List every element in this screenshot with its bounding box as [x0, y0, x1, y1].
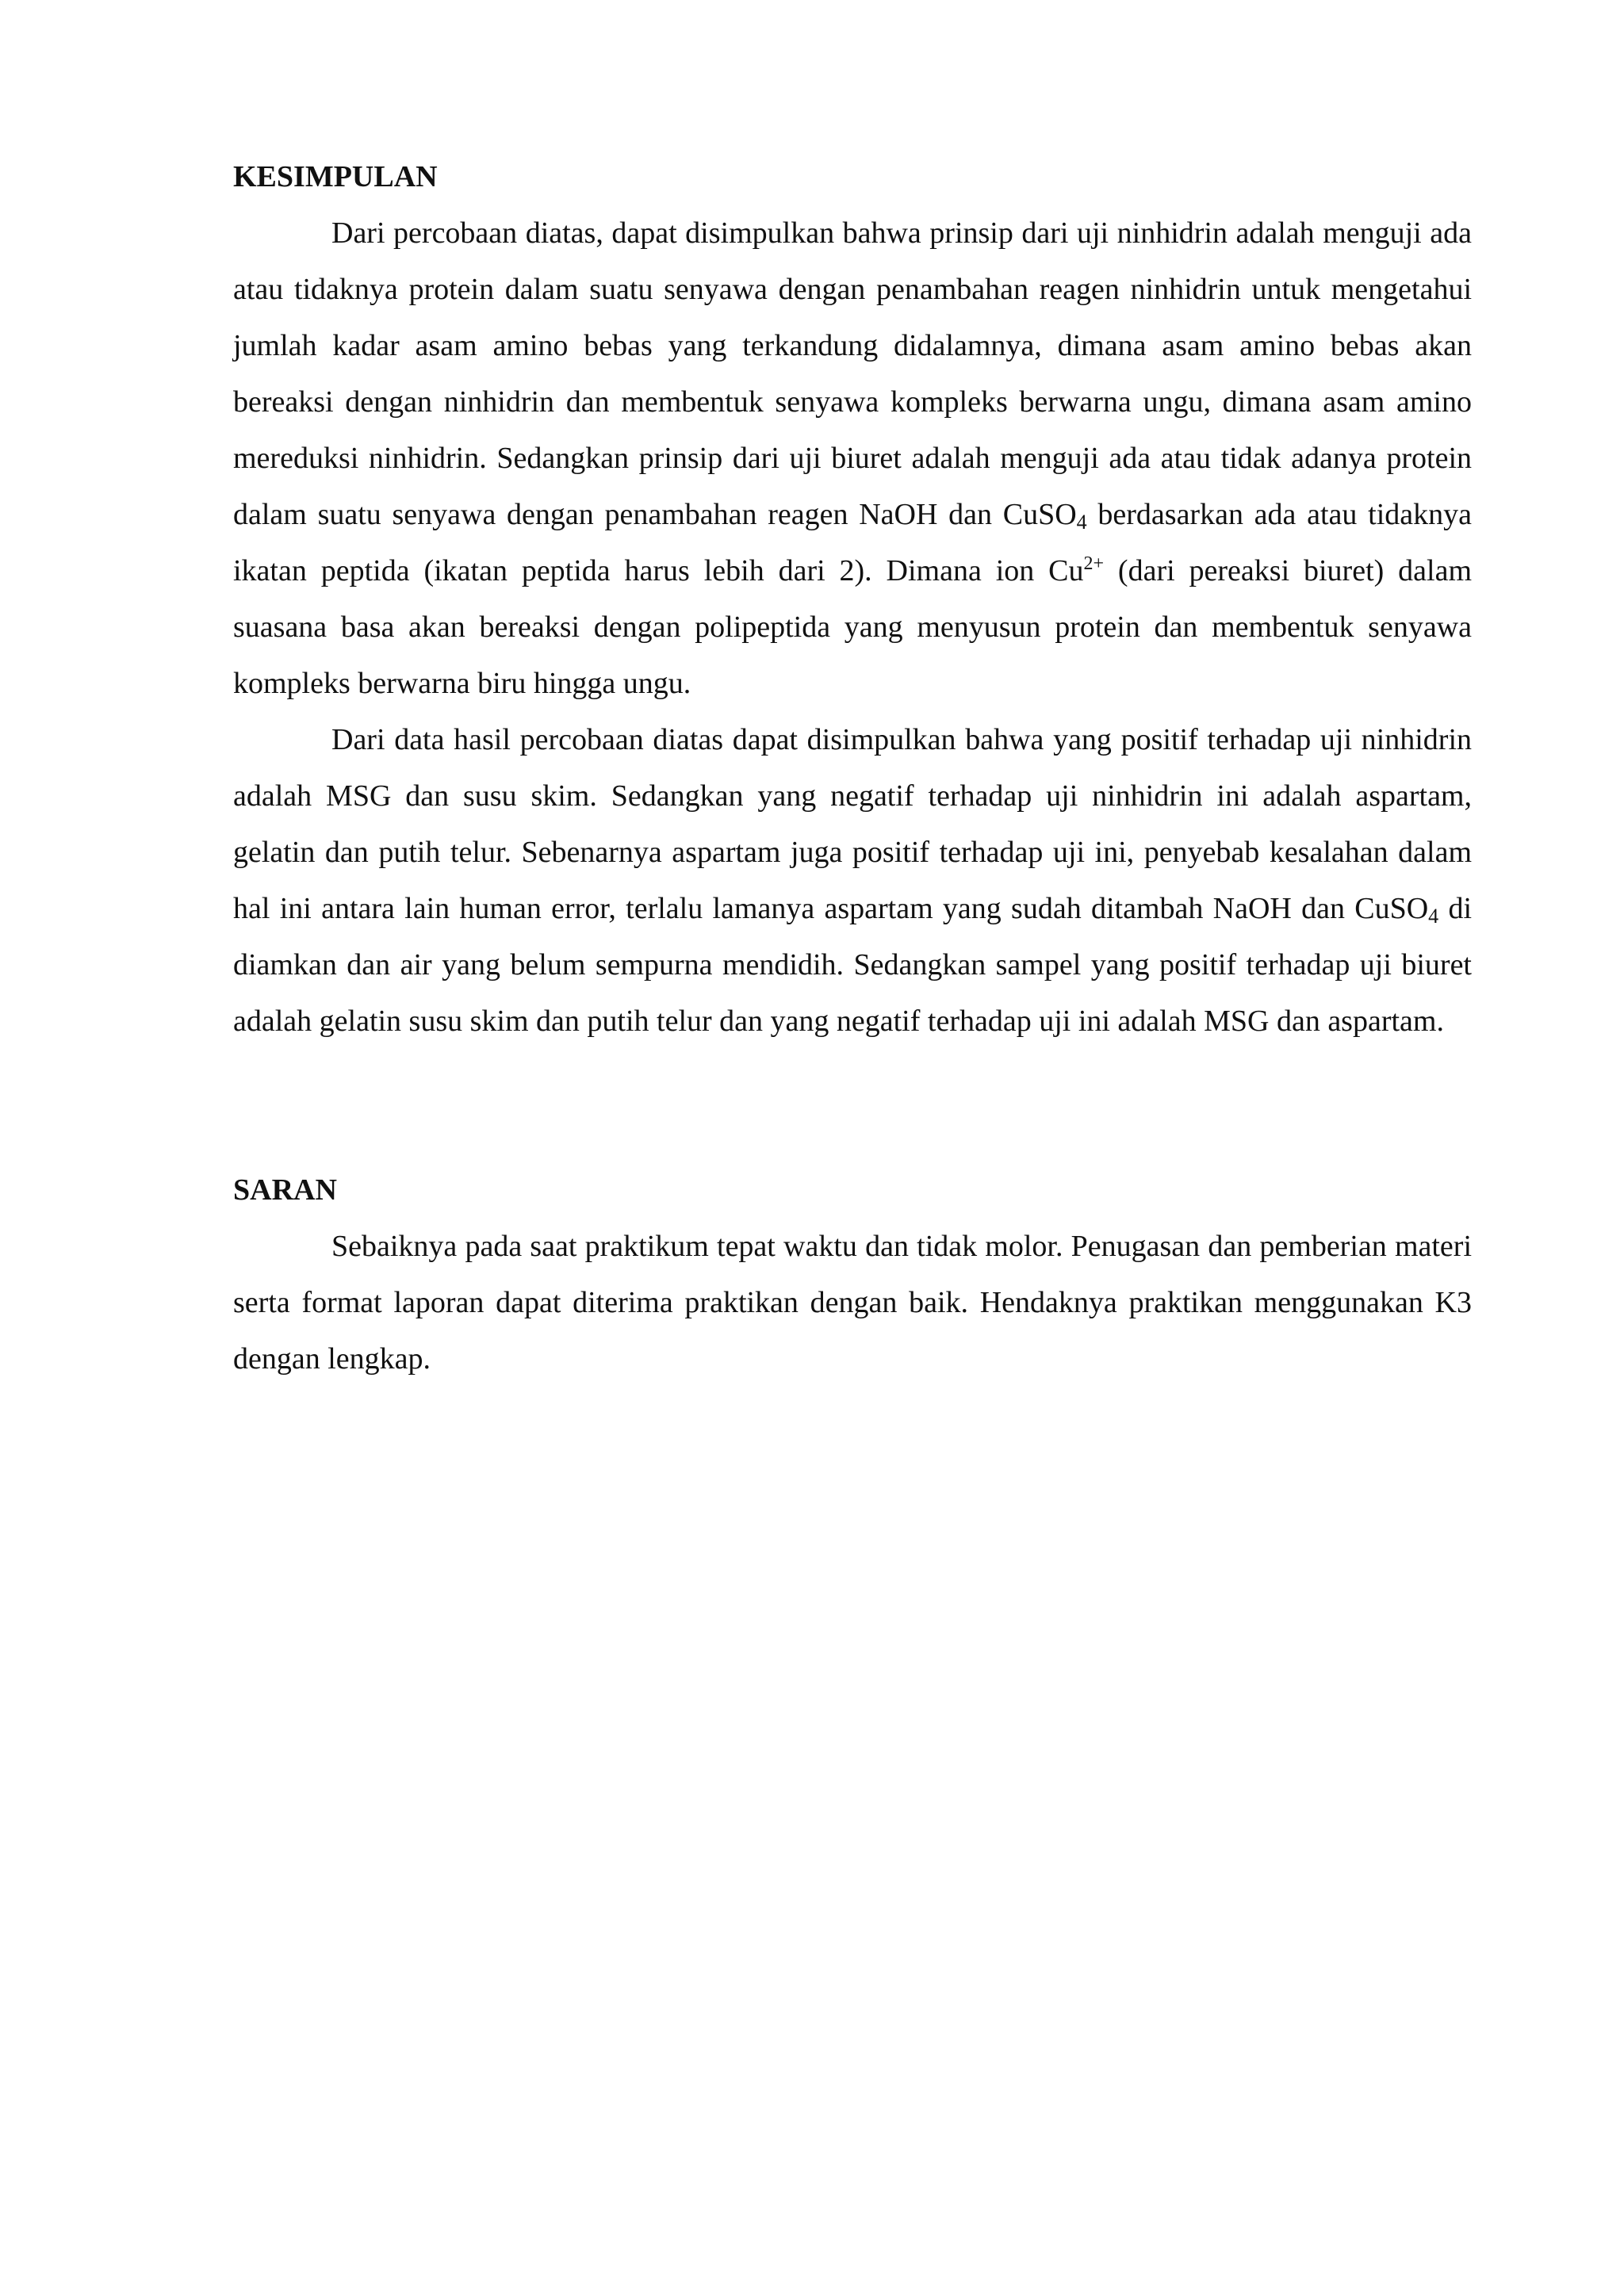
saran-heading: SARAN [233, 1173, 337, 1207]
subscript: 4 [1428, 905, 1439, 928]
text-run: di diamkan dan air yang belum sempurna mendidih. Sedangkan sampel yang positif terhadap uji biuret adalah gelatin susu skim dan putih telur dan yang negatif terhadap uji ini adalah MSG dan aspartam. [233, 892, 1472, 1038]
saran-paragraph-1: Sebaiknya pada saat praktikum tepat waktu dan tidak molor. Penugasan dan pemberian materi serta format laporan dapat diterima praktikan dengan baik. Hendaknya praktikan menggunakan K3 dengan lengkap. [233, 1230, 1472, 1376]
subscript: 4 [1076, 511, 1087, 534]
text-run: Dari data hasil percobaan diatas dapat disimpulkan bahwa yang positif terhadap uji ninhidrin adalah MSG dan susu skim. Sedangkan yang negatif terhadap uji ninhidrin ini adalah aspartam, gelatin dan putih telur. Sebenarnya aspartam juga positif terhadap uji ini, penyebab kesalahan dalam hal ini antara lain human error, terlalu lamanya aspartam yang sudah ditambah NaOH dan CuSO [233, 723, 1472, 925]
kesimpulan-paragraph-1 [233, 205, 1472, 712]
superscript: 2+ [1083, 553, 1105, 574]
kesimpulan-paragraph-2 [233, 712, 1472, 1050]
text-run: berdasarkan ada atau tidaknya ikatan peptida (ikatan peptida harus lebih dari 2). Dimana ion Cu [233, 498, 1472, 587]
text-run: Dari percobaan diatas, dapat disimpulkan bahwa prinsip dari uji ninhidrin adalah menguji ada atau tidaknya protein dalam suatu senyawa dengan penambahan reagen ninhidrin untuk mengetahui jumlah kadar asam amino bebas yang terkandung didalamnya, dimana asam amino bebas akan bereaksi dengan ninhidrin dan membentuk senyawa kompleks berwarna ungu, dimana asam amino mereduksi ninhidrin. Sedangkan prinsip dari uji biuret adalah menguji ada atau tidak adanya protein dalam suatu senyawa dengan penambahan reagen NaOH dan CuSO [233, 216, 1472, 531]
section-spacer [233, 1050, 1472, 1162]
kesimpulan-heading: KESIMPULAN [233, 160, 438, 193]
text-run: (dari pereaksi biuret) dalam suasana basa akan bereaksi dengan polipeptida yang menyusun protein dan membentuk senyawa kompleks berwarna biru hingga ungu. [233, 554, 1473, 700]
document-content [233, 149, 1472, 1387]
